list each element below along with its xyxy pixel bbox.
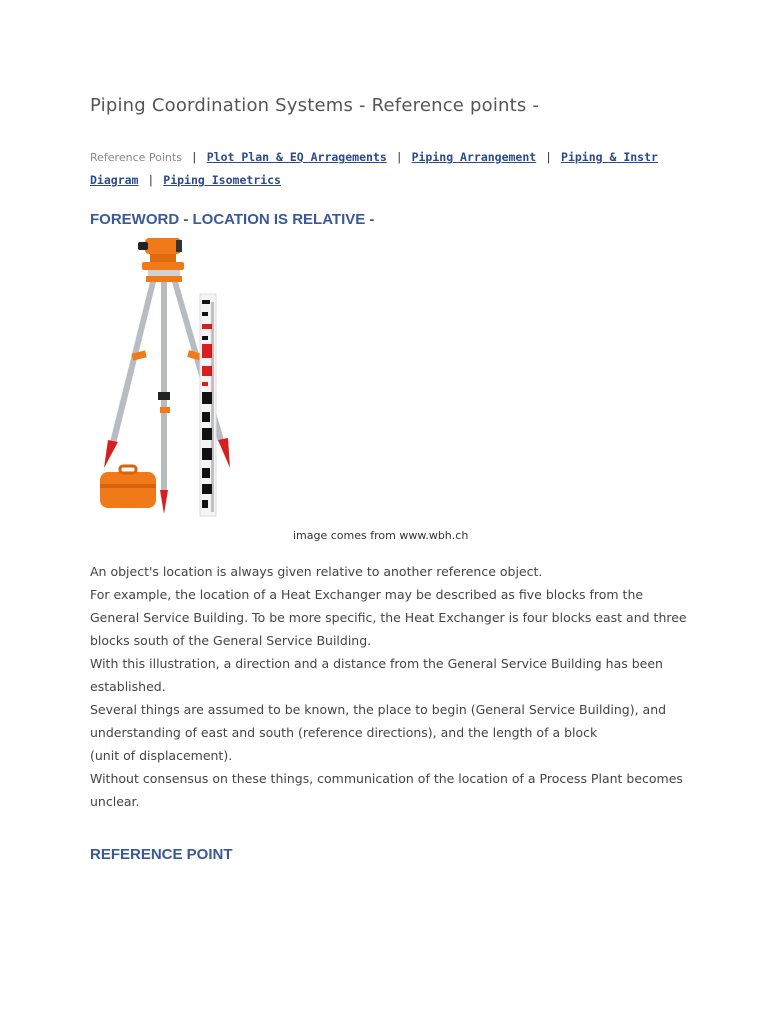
section-heading-reference-point: REFERENCE POINT — [90, 846, 233, 863]
nav-link-piping-isometrics[interactable]: Piping Isometrics — [163, 173, 281, 187]
section-heading-foreword: FOREWORD - LOCATION IS RELATIVE - — [90, 211, 375, 228]
body-text — [90, 560, 690, 813]
nav-separator: | — [395, 150, 403, 164]
nav-separator: | — [190, 150, 198, 164]
nav-link-plot-plan[interactable]: Plot Plan & EQ Arragements — [206, 150, 387, 164]
paragraph: Several things are assumed to be known, the place to begin (General Service Building), and understanding of east and south (reference directions), and the length of a block — [90, 702, 667, 740]
paragraph: An object's location is always given relative to another reference object. — [90, 564, 543, 579]
paragraph: (unit of displacement). — [90, 748, 233, 763]
nav-link-piping-arrangement[interactable]: Piping Arrangement — [411, 150, 537, 164]
paragraph: With this illustration, a direction and a distance from the General Service Building has been established. — [90, 656, 663, 694]
breadcrumb-nav — [90, 146, 670, 192]
nav-link-piping-instr-diagram[interactable]: Piping & Instr Diagram — [90, 150, 658, 187]
page-title: Piping Coordination Systems - Reference points - — [90, 95, 540, 116]
surveying-level-tripod-icon — [90, 232, 240, 520]
image-caption: image comes from www.wbh.ch — [293, 529, 469, 542]
nav-separator: | — [147, 173, 155, 187]
paragraph: Without consensus on these things, communication of the location of a Process Plant becomes unclear. — [90, 771, 683, 809]
nav-current-reference-points: Reference Points — [90, 151, 182, 164]
nav-separator: | — [545, 150, 553, 164]
paragraph: For example, the location of a Heat Exchanger may be described as five blocks from the General Service Building. To be more specific, the Heat Exchanger is four blocks east and three blocks south of the General Service Building. — [90, 587, 687, 648]
